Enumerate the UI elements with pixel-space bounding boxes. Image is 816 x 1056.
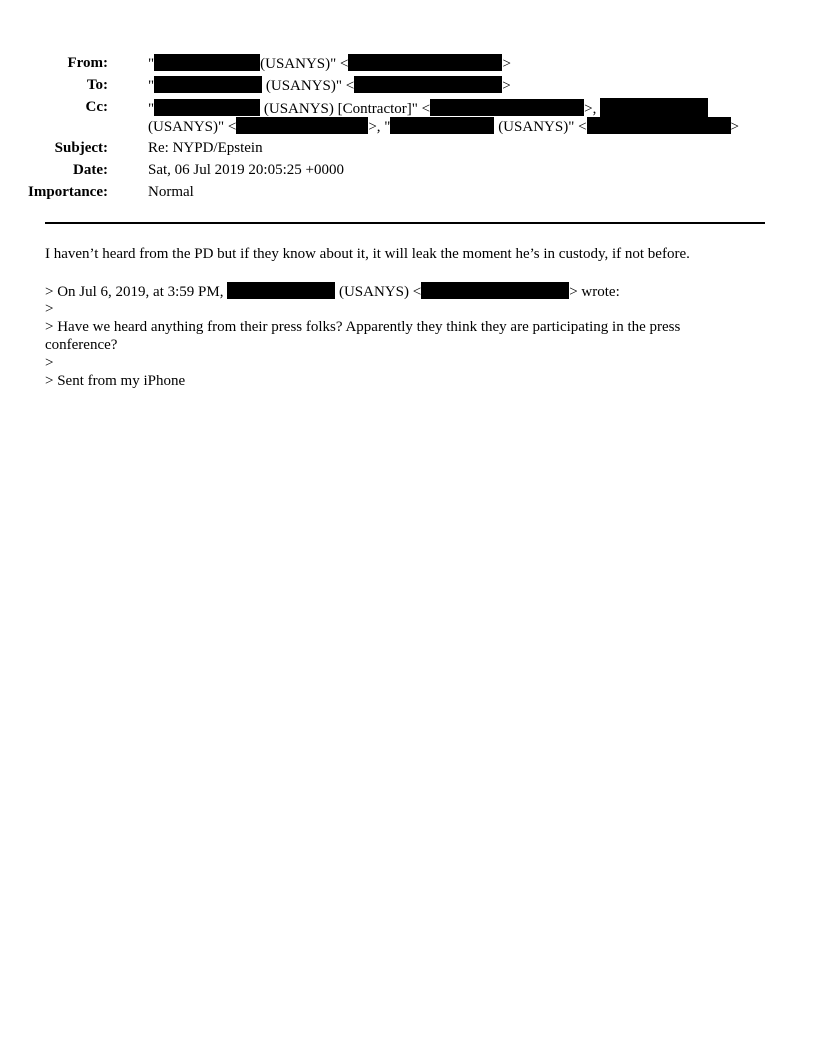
cc-org-3: (USANYS)" <	[494, 119, 587, 135]
cc-value-line-2	[148, 117, 739, 136]
quote-intro-suffix: > wrote:	[569, 284, 620, 300]
header-divider	[45, 222, 765, 224]
redaction-block	[154, 54, 260, 71]
quote-intro-org: (USANYS) <	[335, 284, 422, 300]
from-close: >	[502, 56, 511, 72]
from-value	[148, 54, 511, 73]
cc-org-1: (USANYS) [Contractor]" <	[260, 101, 431, 117]
from-label: From:	[67, 55, 108, 71]
redaction-block	[154, 76, 262, 93]
redaction-block	[354, 76, 502, 93]
redaction-block	[236, 117, 368, 134]
date-value: Sat, 06 Jul 2019 20:05:25 +0000	[148, 162, 344, 178]
quote-signature: > Sent from my iPhone	[45, 373, 186, 389]
cc-close: >	[730, 119, 739, 135]
quote-intro	[45, 282, 620, 301]
reply-text: I haven’t heard from the PD but if they know about it, it will leak the moment he’s in custody, if not before.	[45, 246, 690, 262]
redaction-block	[154, 99, 260, 116]
redaction-block	[227, 282, 335, 299]
redaction-block	[587, 117, 731, 134]
to-value	[148, 76, 511, 95]
importance-value: Normal	[148, 184, 194, 200]
quote-line-continued: conference?	[45, 337, 118, 353]
subject-label: Subject:	[54, 140, 108, 156]
redaction-block	[348, 54, 502, 71]
to-org: (USANYS)" <	[262, 78, 355, 94]
cc-separator-2: >, "	[368, 119, 391, 135]
importance-label: Importance:	[28, 184, 108, 200]
from-org: (USANYS)" <	[260, 56, 349, 72]
cc-org-2: (USANYS)" <	[148, 119, 237, 135]
cc-label: Cc:	[85, 99, 108, 115]
quote-blank-line: >	[45, 355, 54, 371]
quote-line: > Have we heard anything from their press folks? Apparently they think they are participating in the press	[45, 319, 681, 335]
to-open-quote: "	[148, 78, 155, 94]
redaction-block	[390, 117, 494, 134]
quote-intro-prefix: > On Jul 6, 2019, at 3:59 PM,	[45, 284, 228, 300]
cc-open-quote: "	[148, 101, 155, 117]
to-close: >	[502, 78, 511, 94]
cc-separator-1: >,	[584, 101, 601, 117]
redaction-block	[430, 99, 584, 116]
quote-blank-line: >	[45, 301, 54, 317]
date-label: Date:	[73, 162, 108, 178]
subject-value: Re: NYPD/Epstein	[148, 140, 263, 156]
redaction-block	[421, 282, 569, 299]
from-open-quote: "	[148, 56, 155, 72]
to-label: To:	[86, 77, 108, 93]
